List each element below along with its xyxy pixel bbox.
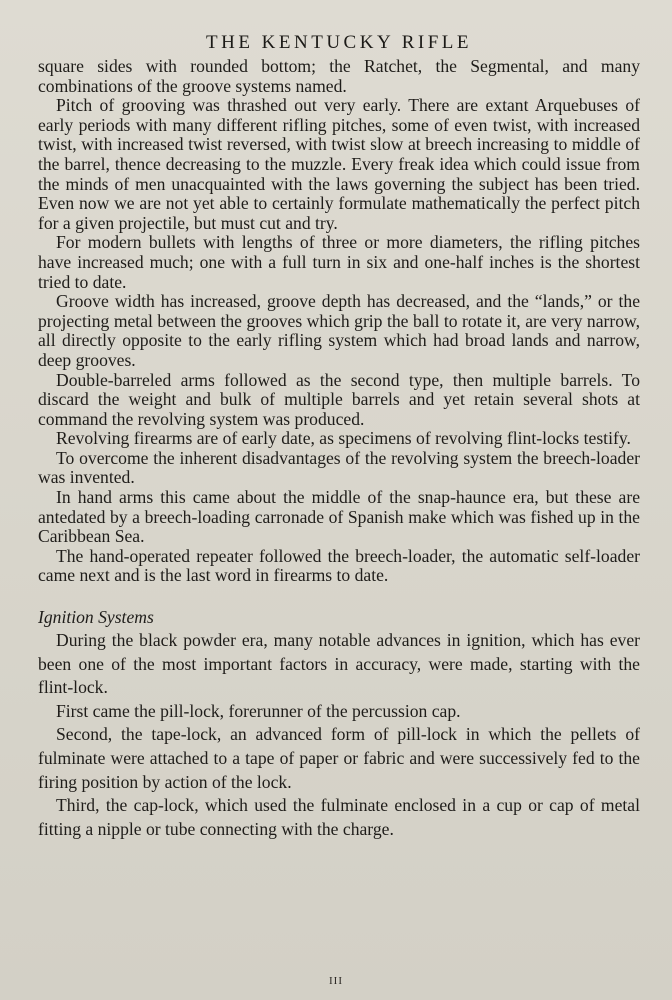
paragraph-pill-lock: First came the pill-lock, forerunner of the percussion cap.	[56, 700, 461, 721]
paragraph-continued: square sides with rounded bottom; the Ratchet, the Segmental, and many combinations of the groove systems named.	[38, 56, 640, 96]
paragraph-double-barreled: Double-barreled arms followed as the second type, then multiple barrels. To discard the weight and bulk of multiple barrels and yet retain several shots at command the revolving system was produced.	[38, 369, 640, 429]
paragraph-black-powder: During the black powder era, many notable advances in ignition, which has ever been one of the most important factors in accuracy, were made, starting with the flint-lock.	[38, 630, 640, 698]
paragraph-revolving-firearms: Revolving firearms are of early date, as specimens of revolving flint-locks testify.	[56, 428, 631, 449]
section-ignition-systems	[38, 606, 640, 841]
section-heading: Ignition Systems	[38, 607, 154, 628]
paragraph-hand-arms: In hand arms this came about the middle of the snap-haunce era, but these are antedated by a breech-loading carronade of Spanish make which was fished up in the Caribbean Sea.	[38, 487, 640, 547]
page-number: III	[329, 975, 343, 987]
running-head: THE KENTUCKY RIFLE	[206, 32, 472, 53]
body-text	[38, 57, 640, 841]
paragraph-rifling-pitch: Pitch of grooving was thrashed out very early. There are extant Arquebuses of early periods with many different rifling pitches, some of even twist, with increased twist, with increased twist reversed, with twist slow at breech increasing to middle of the barrel, thence decreasing to the muzzle. Every freak idea which could issue from the minds of men unacquainted with the laws governing the subject has been tried. Even now we are not yet able to certainly formulate mathematically the perfect pitch for a given projectile, but must cut and try.	[38, 95, 640, 233]
paragraph-tape-lock: Second, the tape-lock, an advanced form of pill-lock in which the pellets of fulminate were attached to a tape of paper or fabric and were successively fed to the firing position by action of the lock.	[38, 724, 640, 792]
paragraph-modern-bullets: For modern bullets with lengths of three or more diameters, the rifling pitches have increased much; one with a full turn in six and one-half inches is the shortest tried to date.	[38, 232, 640, 292]
paragraph-groove-width: Groove width has increased, groove depth has decreased, and the “lands,” or the projecting metal between the grooves which grip the ball to rotate it, are very narrow, all directly opposite to the early rifling system which had broad lands and narrow, deep grooves.	[38, 291, 640, 370]
paragraph-repeater: The hand-operated repeater followed the breech-loader, the automatic self-loader came next and is the last word in firearms to date.	[38, 545, 640, 586]
paragraph-cap-lock: Third, the cap-lock, which used the fulminate enclosed in a cup or cap of metal fitting a nipple or tube connecting with the charge.	[38, 795, 640, 839]
paragraph-breech-loader: To overcome the inherent disadvantages of the revolving system the breech-loader was invented.	[38, 447, 640, 488]
